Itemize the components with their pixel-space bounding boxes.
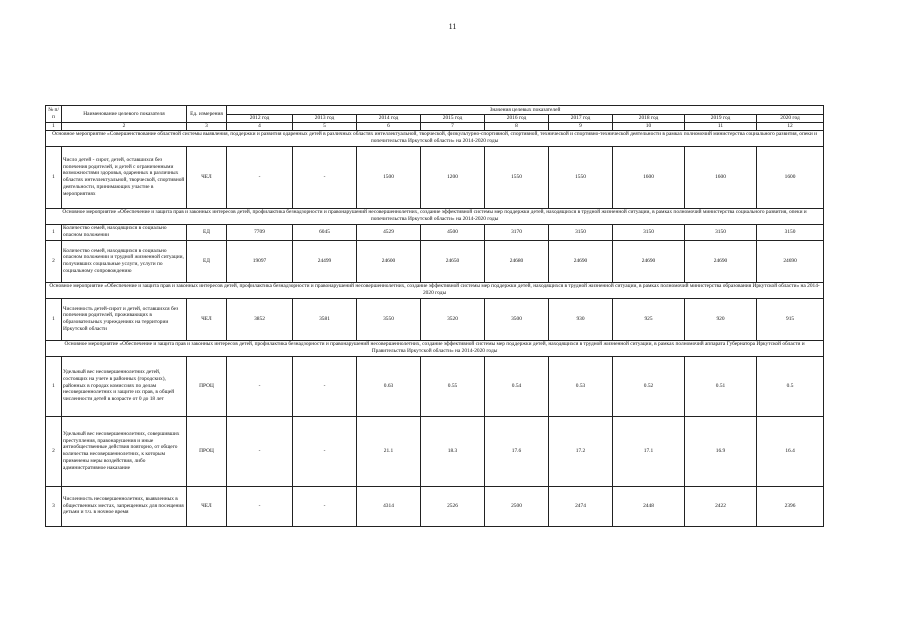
column-number: 5: [293, 122, 357, 130]
value-cell: -: [227, 416, 293, 486]
value-cell: 1550: [485, 146, 549, 208]
section-title: Основное мероприятие «Совершенствование областной системы выявления, поддержки и развития одаренных детей в различных областях интеллектуальной, творческой, физкультурно-спортивной, спортивной, технической и спортивно-технической деятельности в рамках полномочий министерства социального развития, опеки и попечительства Иркутской области» на 2014-2020 годы: [46, 130, 824, 146]
value-cell: 17.2: [549, 416, 613, 486]
table-body: [46, 130, 824, 526]
unit-cell: ЧЕЛ: [187, 486, 227, 526]
section-title: Основное мероприятие «Обеспечение и защита прав и законных интересов детей, профилактика безнадзорности и правонарушений несовершеннолетних, создание эффективной системы мер поддержки детей, находящихся в трудной жизненной ситуации, в рамках полномочий министерства социального развития, опеки и попечительства Иркутской области» на 2014-2020 годы: [46, 208, 824, 224]
value-cell: -: [293, 486, 357, 526]
column-number: 6: [357, 122, 421, 130]
value-cell: 3852: [227, 298, 293, 340]
section-row: [46, 208, 824, 224]
row-number: 1: [46, 146, 62, 208]
value-cell: 3150: [549, 224, 613, 240]
indicators-table: [45, 105, 824, 527]
indicator-name: Количество семей, находящихся в социально опасном положении: [62, 224, 187, 240]
row-number: 1: [46, 298, 62, 340]
table-row: [46, 224, 824, 240]
value-cell: 7709: [227, 224, 293, 240]
table-row: [46, 356, 824, 416]
value-cell: 0.51: [685, 356, 757, 416]
header-year: 2016 год: [485, 115, 549, 123]
header-year: 2017 год: [549, 115, 613, 123]
header-name: Наименование целевого показателя: [62, 106, 187, 123]
unit-cell: ЧЕЛ: [187, 146, 227, 208]
row-number: 2: [46, 416, 62, 486]
unit-cell: ЧЕЛ: [187, 298, 227, 340]
page-number: 11: [448, 22, 457, 31]
indicator-name: Удельный вес несовершеннолетних детей, состоящих на учете в районных (городских), районных в городах комиссиях по делам несовершеннолетних и защите их прав, в общей численности детей в возрасте от 0 до 18 лет: [62, 356, 187, 416]
column-number: 8: [485, 122, 549, 130]
column-number: 2: [62, 122, 187, 130]
value-cell: 24650: [421, 240, 485, 282]
row-number: 1: [46, 224, 62, 240]
value-cell: 1600: [757, 146, 824, 208]
row-number: 2: [46, 240, 62, 282]
indicator-name: Численность детей-сирот и детей, оставшихся без попечения родителей, проживающих в образовательных учреждениях на территории Иркутской области: [62, 298, 187, 340]
value-cell: 0.53: [549, 356, 613, 416]
unit-cell: ПРОЦ: [187, 416, 227, 486]
section-row: [46, 130, 824, 146]
indicator-name: Численность несовершеннолетних, выявленных в общественных местах, запрещенных для посещения детьми и т.ч. в ночное время: [62, 486, 187, 526]
value-cell: 17.1: [613, 416, 685, 486]
value-cell: 3550: [357, 298, 421, 340]
value-cell: 2526: [421, 486, 485, 526]
value-cell: 3150: [685, 224, 757, 240]
column-number: 12: [757, 122, 824, 130]
indicator-name: Удельный вес несовершеннолетних, совершивших преступления, правонарушения и иные антиобщественные действия повторно, от общего количества несовершеннолетних, к которым применены меры воздействия, либо административное наказание: [62, 416, 187, 486]
table-row: [46, 416, 824, 486]
value-cell: 0.5: [757, 356, 824, 416]
indicator-name: Число детей - сирот, детей, оставшихся без попечения родителей, и детей с ограниченными возможностями здоровья, одаренных в различных областях интеллектуальной, творческой, спортивной деятельности, принимающих участие в мероприятиях: [62, 146, 187, 208]
table-row: [46, 240, 824, 282]
value-cell: 24680: [485, 240, 549, 282]
table-row: [46, 298, 824, 340]
table-header: [46, 106, 824, 131]
column-number: 1: [46, 122, 62, 130]
value-cell: -: [293, 416, 357, 486]
value-cell: 3150: [613, 224, 685, 240]
header-year: 2020 год: [757, 115, 824, 123]
value-cell: 17.6: [485, 416, 549, 486]
value-cell: 24690: [613, 240, 685, 282]
header-year: 2014 год: [357, 115, 421, 123]
unit-cell: ЕД: [187, 240, 227, 282]
value-cell: 930: [549, 298, 613, 340]
table-row: [46, 486, 824, 526]
row-number: 3: [46, 486, 62, 526]
header-year: 2013 год: [293, 115, 357, 123]
value-cell: 2500: [485, 486, 549, 526]
column-number: 11: [685, 122, 757, 130]
unit-cell: ЕД: [187, 224, 227, 240]
value-cell: 2396: [757, 486, 824, 526]
value-cell: 21.1: [357, 416, 421, 486]
value-cell: 2474: [549, 486, 613, 526]
value-cell: 16.9: [685, 416, 757, 486]
value-cell: 3581: [293, 298, 357, 340]
value-cell: 920: [685, 298, 757, 340]
value-cell: -: [227, 146, 293, 208]
row-number: 1: [46, 356, 62, 416]
value-cell: 4529: [357, 224, 421, 240]
value-cell: 915: [757, 298, 824, 340]
value-cell: 3520: [421, 298, 485, 340]
section-row: [46, 340, 824, 356]
value-cell: 3150: [757, 224, 824, 240]
column-number: 10: [613, 122, 685, 130]
header-unit: Ед. измерения: [187, 106, 227, 123]
value-cell: 24499: [293, 240, 357, 282]
header-year: 2015 год: [421, 115, 485, 123]
value-cell: 0.63: [357, 356, 421, 416]
value-cell: 19097: [227, 240, 293, 282]
header-year: 2018 год: [613, 115, 685, 123]
value-cell: 925: [613, 298, 685, 340]
value-cell: 3500: [485, 298, 549, 340]
value-cell: 4314: [357, 486, 421, 526]
header-num: № п/п: [46, 106, 62, 123]
column-number: 3: [187, 122, 227, 130]
value-cell: -: [227, 356, 293, 416]
value-cell: 24690: [549, 240, 613, 282]
value-cell: 6045: [293, 224, 357, 240]
value-cell: 1600: [613, 146, 685, 208]
section-title: Основное мероприятие «Обеспечение и защита прав и законных интересов детей, профилактика безнадзорности и правонарушений несовершеннолетних, создание эффективной системы мер поддержки детей, находящихся в трудной жизненной ситуации, в рамках полномочий министерства образования Иркутской области» на 2014-2020 годы: [46, 282, 824, 298]
column-number: 4: [227, 122, 293, 130]
value-cell: 24600: [357, 240, 421, 282]
value-cell: 2422: [685, 486, 757, 526]
section-title: Основное мероприятие «Обеспечение и защита прав и законных интересов детей, профилактика безнадзорности и правонарушений несовершеннолетних, создание эффективной системы мер поддержки детей, находящихся в трудной жизненной ситуации, в рамках полномочий аппарата Губернатора Иркутской области и Правительства Иркутской области» на 2014-2020 годы: [46, 340, 824, 356]
value-cell: 1200: [421, 146, 485, 208]
value-cell: 0.52: [613, 356, 685, 416]
value-cell: -: [227, 486, 293, 526]
value-cell: 0.54: [485, 356, 549, 416]
unit-cell: ПРОЦ: [187, 356, 227, 416]
value-cell: 24690: [685, 240, 757, 282]
value-cell: 24690: [757, 240, 824, 282]
value-cell: 4500: [421, 224, 485, 240]
header-year: 2012 год: [227, 115, 293, 123]
value-cell: 1600: [685, 146, 757, 208]
value-cell: 18.3: [421, 416, 485, 486]
header-values-title: Значения целевых показателей: [227, 106, 824, 115]
column-number: 7: [421, 122, 485, 130]
column-number: 9: [549, 122, 613, 130]
value-cell: 0.55: [421, 356, 485, 416]
value-cell: 1500: [357, 146, 421, 208]
value-cell: 2448: [613, 486, 685, 526]
header-year: 2019 год: [685, 115, 757, 123]
value-cell: 3170: [485, 224, 549, 240]
value-cell: -: [293, 146, 357, 208]
table-row: [46, 146, 824, 208]
value-cell: -: [293, 356, 357, 416]
section-row: [46, 282, 824, 298]
value-cell: 1550: [549, 146, 613, 208]
indicator-name: Количество семей, находящихся в социально опасном положении и трудной жизненной ситуации, получивших социальные услуги, услуги по социальному сопровождению: [62, 240, 187, 282]
value-cell: 16.4: [757, 416, 824, 486]
